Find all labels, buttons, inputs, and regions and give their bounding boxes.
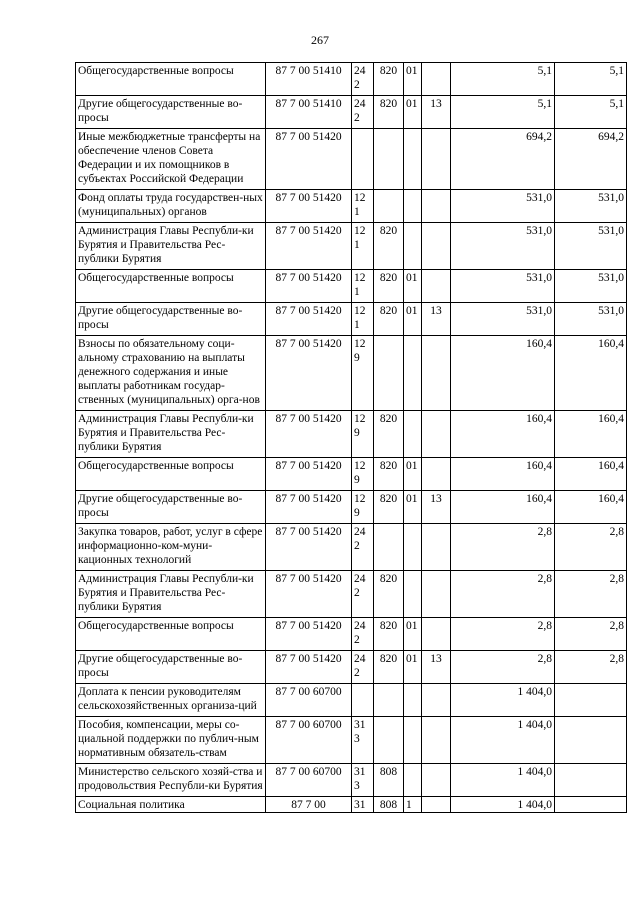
row-name-text: Другие общегосударственные во-просы xyxy=(78,305,243,331)
row-csr-text: 87 7 00 51420 xyxy=(275,620,342,632)
row-sum-first-year-text: 2,8 xyxy=(537,526,552,538)
row-csr-cell xyxy=(266,491,352,524)
row-grbs-cell xyxy=(374,717,404,764)
row-sum-first-year-text: 531,0 xyxy=(526,272,552,284)
row-sum-first-year-cell xyxy=(451,223,555,270)
row-csr-text: 87 7 00 51420 xyxy=(275,192,342,204)
table-row xyxy=(76,764,627,797)
row-name-text: Общегосударственные вопросы xyxy=(78,620,234,632)
row-sum-second-year-cell xyxy=(555,270,627,303)
row-pr-cell xyxy=(422,491,451,524)
row-sum-second-year-text: 694,2 xyxy=(598,131,624,143)
row-pr-cell xyxy=(422,458,451,491)
row-grbs-cell xyxy=(374,303,404,336)
row-vr-cell xyxy=(352,717,374,764)
row-vr-cell xyxy=(352,190,374,223)
row-csr-cell xyxy=(266,571,352,618)
row-csr-cell xyxy=(266,797,352,813)
row-grbs-cell xyxy=(374,618,404,651)
row-rz-cell xyxy=(404,618,422,651)
row-sum-first-year-cell xyxy=(451,797,555,813)
row-sum-second-year-text: 2,8 xyxy=(609,573,624,585)
row-sum-second-year-text: 160,4 xyxy=(598,338,624,350)
row-grbs-cell xyxy=(374,651,404,684)
row-sum-second-year-cell xyxy=(555,524,627,571)
row-csr-text: 87 7 00 51420 xyxy=(275,305,342,317)
row-vr-text: 242 xyxy=(354,653,366,679)
row-sum-first-year-text: 1 404,0 xyxy=(517,686,552,698)
row-name-text: Администрация Главы Республи-ки Бурятия и Правительства Рес-публики Бурятия xyxy=(78,573,254,613)
row-sum-second-year-text: 160,4 xyxy=(598,493,624,505)
row-csr-cell xyxy=(266,96,352,129)
row-rz-cell xyxy=(404,684,422,717)
row-csr-text: 87 7 00 51420 xyxy=(275,131,342,143)
row-vr-cell xyxy=(352,797,374,813)
row-name-text: Фонд оплаты труда государствен-ных (муниципальных) органов xyxy=(78,192,263,218)
row-name-cell xyxy=(76,129,266,190)
row-rz-cell xyxy=(404,764,422,797)
row-vr-text: 121 xyxy=(354,192,366,218)
row-csr-cell xyxy=(266,684,352,717)
row-grbs-text: 820 xyxy=(379,272,398,284)
table-row xyxy=(76,684,627,717)
row-grbs-cell xyxy=(374,129,404,190)
row-name-cell xyxy=(76,63,266,96)
row-sum-second-year-cell xyxy=(555,190,627,223)
row-pr-cell xyxy=(422,764,451,797)
row-vr-text: 313 xyxy=(354,719,366,745)
row-csr-text: 87 7 00 51420 xyxy=(275,225,342,237)
row-rz-text: 01 xyxy=(406,653,418,665)
row-sum-second-year-text: 2,8 xyxy=(609,620,624,632)
row-vr-text: 313 xyxy=(354,766,366,792)
row-rz-text: 01 xyxy=(406,272,418,284)
row-name-cell xyxy=(76,336,266,411)
row-sum-first-year-cell xyxy=(451,190,555,223)
table-row xyxy=(76,717,627,764)
row-rz-cell xyxy=(404,717,422,764)
row-pr-cell xyxy=(422,96,451,129)
row-name-cell xyxy=(76,303,266,336)
row-csr-text: 87 7 00 xyxy=(291,799,326,811)
row-name-cell xyxy=(76,717,266,764)
row-grbs-text: 820 xyxy=(379,98,398,110)
row-sum-second-year-text: 531,0 xyxy=(598,305,624,317)
row-sum-second-year-text: 5,1 xyxy=(609,65,624,77)
row-sum-first-year-cell xyxy=(451,571,555,618)
row-rz-cell xyxy=(404,797,422,813)
row-rz-cell xyxy=(404,458,422,491)
row-pr-cell xyxy=(422,524,451,571)
row-vr-cell xyxy=(352,63,374,96)
table-row xyxy=(76,458,627,491)
row-grbs-text: 808 xyxy=(379,799,398,811)
row-rz-cell xyxy=(404,303,422,336)
row-rz-text: 01 xyxy=(406,305,418,317)
row-pr-text: 13 xyxy=(430,653,442,665)
row-sum-second-year-cell xyxy=(555,684,627,717)
row-grbs-cell xyxy=(374,524,404,571)
row-sum-first-year-cell xyxy=(451,411,555,458)
row-sum-first-year-text: 160,4 xyxy=(526,338,552,350)
row-name-cell xyxy=(76,223,266,270)
row-vr-text: 242 xyxy=(354,573,366,599)
row-grbs-text: 820 xyxy=(379,225,398,237)
row-name-text: Общегосударственные вопросы xyxy=(78,460,234,472)
row-grbs-cell xyxy=(374,270,404,303)
row-csr-text: 87 7 00 51410 xyxy=(275,65,342,77)
row-vr-cell xyxy=(352,618,374,651)
row-sum-first-year-cell xyxy=(451,684,555,717)
table-row xyxy=(76,336,627,411)
row-sum-second-year-text: 160,4 xyxy=(598,460,624,472)
row-pr-cell xyxy=(422,651,451,684)
row-name-text: Закупка товаров, работ, услуг в сфере информационно-ком-муни-кационных технологий xyxy=(78,526,263,566)
table-row xyxy=(76,129,627,190)
table-row xyxy=(76,571,627,618)
row-grbs-cell xyxy=(374,684,404,717)
row-csr-cell xyxy=(266,223,352,270)
row-name-cell xyxy=(76,524,266,571)
row-csr-cell xyxy=(266,458,352,491)
row-grbs-text: 808 xyxy=(379,766,398,778)
row-csr-cell xyxy=(266,764,352,797)
row-vr-cell xyxy=(352,96,374,129)
row-sum-first-year-text: 2,8 xyxy=(537,620,552,632)
row-sum-first-year-cell xyxy=(451,129,555,190)
row-sum-first-year-text: 5,1 xyxy=(537,98,552,110)
row-grbs-cell xyxy=(374,571,404,618)
row-sum-first-year-cell xyxy=(451,651,555,684)
row-grbs-cell xyxy=(374,336,404,411)
row-pr-cell xyxy=(422,63,451,96)
row-sum-first-year-text: 2,8 xyxy=(537,653,552,665)
row-sum-second-year-text: 531,0 xyxy=(598,192,624,204)
row-name-cell xyxy=(76,411,266,458)
row-pr-cell xyxy=(422,223,451,270)
row-csr-text: 87 7 00 60700 xyxy=(275,719,342,731)
row-rz-cell xyxy=(404,96,422,129)
row-rz-cell xyxy=(404,190,422,223)
row-pr-cell xyxy=(422,411,451,458)
row-vr-cell xyxy=(352,129,374,190)
row-csr-cell xyxy=(266,618,352,651)
row-vr-cell xyxy=(352,223,374,270)
row-rz-text: 01 xyxy=(406,65,418,77)
row-sum-first-year-cell xyxy=(451,618,555,651)
row-grbs-cell xyxy=(374,190,404,223)
row-name-cell xyxy=(76,618,266,651)
row-vr-text: 129 xyxy=(354,493,366,519)
row-name-text: Взносы по обязательному соци-альному страхованию на выплаты денежного содержания и иные выплаты работникам государ-ственных (муниципальных) орга-нов xyxy=(78,338,260,406)
row-rz-cell xyxy=(404,524,422,571)
row-csr-text: 87 7 00 60700 xyxy=(275,766,342,778)
row-sum-first-year-text: 160,4 xyxy=(526,413,552,425)
row-rz-cell xyxy=(404,129,422,190)
row-rz-cell xyxy=(404,571,422,618)
row-vr-text: 31 xyxy=(354,799,366,811)
row-sum-first-year-text: 1 404,0 xyxy=(517,799,552,811)
row-vr-text: 242 xyxy=(354,65,366,91)
row-vr-cell xyxy=(352,491,374,524)
row-csr-cell xyxy=(266,270,352,303)
table-row xyxy=(76,524,627,571)
row-grbs-cell xyxy=(374,797,404,813)
row-sum-first-year-text: 1 404,0 xyxy=(517,719,552,731)
row-rz-cell xyxy=(404,651,422,684)
row-pr-cell xyxy=(422,336,451,411)
row-vr-cell xyxy=(352,458,374,491)
row-sum-first-year-cell xyxy=(451,270,555,303)
row-csr-cell xyxy=(266,63,352,96)
row-name-text: Министерство сельского хозяй-ства и продовольствия Республи-ки Бурятия xyxy=(78,766,263,792)
row-sum-second-year-cell xyxy=(555,96,627,129)
row-sum-second-year-cell xyxy=(555,411,627,458)
row-vr-text: 242 xyxy=(354,620,366,646)
row-sum-second-year-cell xyxy=(555,63,627,96)
row-name-cell xyxy=(76,190,266,223)
row-sum-second-year-cell xyxy=(555,129,627,190)
table-row xyxy=(76,96,627,129)
row-vr-text: 129 xyxy=(354,338,366,364)
row-vr-cell xyxy=(352,270,374,303)
row-sum-second-year-text: 2,8 xyxy=(609,653,624,665)
row-name-text: Иные межбюджетные трансферты на обеспечение членов Совета Федерации и их помощников в субъектах Российской Федерации xyxy=(78,131,261,185)
row-name-cell xyxy=(76,651,266,684)
row-grbs-cell xyxy=(374,223,404,270)
row-rz-text: 1 xyxy=(406,799,412,811)
row-sum-first-year-text: 531,0 xyxy=(526,305,552,317)
row-name-cell xyxy=(76,797,266,813)
row-pr-cell xyxy=(422,797,451,813)
row-csr-text: 87 7 00 51420 xyxy=(275,573,342,585)
row-name-cell xyxy=(76,764,266,797)
row-sum-second-year-text: 531,0 xyxy=(598,272,624,284)
row-pr-cell xyxy=(422,571,451,618)
row-name-cell xyxy=(76,684,266,717)
row-csr-text: 87 7 00 51420 xyxy=(275,413,342,425)
row-name-cell xyxy=(76,571,266,618)
row-name-cell xyxy=(76,458,266,491)
row-csr-cell xyxy=(266,717,352,764)
budget-table-body xyxy=(76,63,627,813)
row-name-cell xyxy=(76,96,266,129)
table-row xyxy=(76,411,627,458)
row-csr-cell xyxy=(266,336,352,411)
row-grbs-text: 820 xyxy=(379,493,398,505)
row-sum-first-year-cell xyxy=(451,491,555,524)
row-csr-cell xyxy=(266,129,352,190)
row-vr-cell xyxy=(352,524,374,571)
row-csr-cell xyxy=(266,303,352,336)
row-grbs-text: 820 xyxy=(379,65,398,77)
row-sum-second-year-text: 2,8 xyxy=(609,526,624,538)
row-sum-second-year-cell xyxy=(555,764,627,797)
row-vr-text: 121 xyxy=(354,305,366,331)
row-sum-second-year-cell xyxy=(555,618,627,651)
row-csr-cell xyxy=(266,524,352,571)
table-row xyxy=(76,618,627,651)
row-rz-cell xyxy=(404,270,422,303)
table-row xyxy=(76,63,627,96)
row-pr-cell xyxy=(422,190,451,223)
row-vr-cell xyxy=(352,336,374,411)
page-number: 267 xyxy=(311,33,329,47)
row-name-text: Другие общегосударственные во-просы xyxy=(78,98,243,124)
row-csr-cell xyxy=(266,411,352,458)
row-sum-first-year-text: 5,1 xyxy=(537,65,552,77)
row-sum-first-year-text: 531,0 xyxy=(526,225,552,237)
row-sum-second-year-cell xyxy=(555,717,627,764)
row-sum-first-year-cell xyxy=(451,303,555,336)
row-rz-cell xyxy=(404,63,422,96)
row-rz-text: 01 xyxy=(406,620,418,632)
row-sum-second-year-cell xyxy=(555,458,627,491)
row-sum-second-year-text: 160,4 xyxy=(598,413,624,425)
row-name-text: Администрация Главы Республи-ки Бурятия и Правительства Рес-публики Бурятия xyxy=(78,413,254,453)
row-sum-first-year-cell xyxy=(451,336,555,411)
row-grbs-cell xyxy=(374,96,404,129)
row-name-text: Пособия, компенсации, меры со-циальной поддержки по публич-ным нормативным обязатель-ствам xyxy=(78,719,259,759)
row-grbs-cell xyxy=(374,491,404,524)
row-grbs-cell xyxy=(374,63,404,96)
row-name-text: Общегосударственные вопросы xyxy=(78,65,234,77)
row-name-cell xyxy=(76,491,266,524)
row-rz-text: 01 xyxy=(406,98,418,110)
row-rz-cell xyxy=(404,491,422,524)
row-vr-cell xyxy=(352,303,374,336)
row-sum-second-year-cell xyxy=(555,571,627,618)
row-grbs-text: 820 xyxy=(379,460,398,472)
row-name-text: Другие общегосударственные во-просы xyxy=(78,493,243,519)
table-row xyxy=(76,651,627,684)
row-pr-text: 13 xyxy=(430,98,442,110)
row-csr-text: 87 7 00 51420 xyxy=(275,526,342,538)
row-vr-text: 242 xyxy=(354,98,366,124)
row-vr-text: 242 xyxy=(354,526,366,552)
row-sum-first-year-text: 2,8 xyxy=(537,573,552,585)
row-sum-first-year-cell xyxy=(451,96,555,129)
row-grbs-cell xyxy=(374,411,404,458)
row-sum-first-year-text: 1 404,0 xyxy=(517,766,552,778)
row-grbs-text: 820 xyxy=(379,573,398,585)
table-row xyxy=(76,303,627,336)
row-sum-first-year-cell xyxy=(451,458,555,491)
row-pr-cell xyxy=(422,129,451,190)
row-vr-cell xyxy=(352,411,374,458)
row-name-text: Социальная политика xyxy=(78,799,185,811)
row-name-text: Доплата к пенсии руководителям сельскохозяйственных организа-ций xyxy=(78,686,257,712)
row-csr-text: 87 7 00 51420 xyxy=(275,653,342,665)
row-csr-text: 87 7 00 51420 xyxy=(275,460,342,472)
row-csr-cell xyxy=(266,190,352,223)
row-sum-second-year-text: 531,0 xyxy=(598,225,624,237)
row-pr-cell xyxy=(422,270,451,303)
row-sum-second-year-cell xyxy=(555,336,627,411)
row-sum-second-year-cell xyxy=(555,491,627,524)
row-pr-text: 13 xyxy=(430,493,442,505)
row-pr-cell xyxy=(422,684,451,717)
row-sum-first-year-text: 531,0 xyxy=(526,192,552,204)
row-vr-cell xyxy=(352,684,374,717)
row-vr-text: 129 xyxy=(354,413,366,439)
row-pr-cell xyxy=(422,303,451,336)
row-name-cell xyxy=(76,270,266,303)
row-sum-first-year-cell xyxy=(451,524,555,571)
row-sum-first-year-cell xyxy=(451,63,555,96)
row-rz-cell xyxy=(404,223,422,270)
row-vr-text: 121 xyxy=(354,225,366,251)
row-rz-text: 01 xyxy=(406,460,418,472)
table-row xyxy=(76,190,627,223)
row-name-text: Администрация Главы Республи-ки Бурятия и Правительства Рес-публики Бурятия xyxy=(78,225,254,265)
row-sum-first-year-text: 160,4 xyxy=(526,493,552,505)
row-sum-first-year-text: 694,2 xyxy=(526,131,552,143)
row-pr-cell xyxy=(422,717,451,764)
row-grbs-text: 820 xyxy=(379,413,398,425)
row-sum-second-year-cell xyxy=(555,223,627,270)
row-vr-cell xyxy=(352,764,374,797)
row-csr-text: 87 7 00 51420 xyxy=(275,493,342,505)
row-sum-first-year-text: 160,4 xyxy=(526,460,552,472)
row-grbs-cell xyxy=(374,764,404,797)
row-csr-cell xyxy=(266,651,352,684)
table-row xyxy=(76,223,627,270)
row-rz-cell xyxy=(404,336,422,411)
row-grbs-text: 820 xyxy=(379,653,398,665)
row-grbs-cell xyxy=(374,458,404,491)
row-pr-text: 13 xyxy=(430,305,442,317)
table-row xyxy=(76,270,627,303)
row-csr-text: 87 7 00 51420 xyxy=(275,338,342,350)
row-grbs-text: 820 xyxy=(379,620,398,632)
row-grbs-text: 820 xyxy=(379,305,398,317)
row-rz-cell xyxy=(404,411,422,458)
row-rz-text: 01 xyxy=(406,493,418,505)
row-vr-text: 121 xyxy=(354,272,366,298)
row-sum-second-year-cell xyxy=(555,651,627,684)
row-sum-first-year-cell xyxy=(451,764,555,797)
row-sum-second-year-cell xyxy=(555,303,627,336)
row-sum-first-year-cell xyxy=(451,717,555,764)
row-name-text: Общегосударственные вопросы xyxy=(78,272,234,284)
row-csr-text: 87 7 00 60700 xyxy=(275,686,342,698)
row-sum-second-year-cell xyxy=(555,797,627,813)
row-sum-second-year-text: 5,1 xyxy=(609,98,624,110)
row-csr-text: 87 7 00 51410 xyxy=(275,98,342,110)
row-csr-text: 87 7 00 51420 xyxy=(275,272,342,284)
table-row xyxy=(76,491,627,524)
row-vr-cell xyxy=(352,571,374,618)
row-pr-cell xyxy=(422,618,451,651)
row-name-text: Другие общегосударственные во-просы xyxy=(78,653,243,679)
row-vr-text: 129 xyxy=(354,460,366,486)
table-row xyxy=(76,797,627,813)
budget-table xyxy=(75,62,627,813)
row-vr-cell xyxy=(352,651,374,684)
